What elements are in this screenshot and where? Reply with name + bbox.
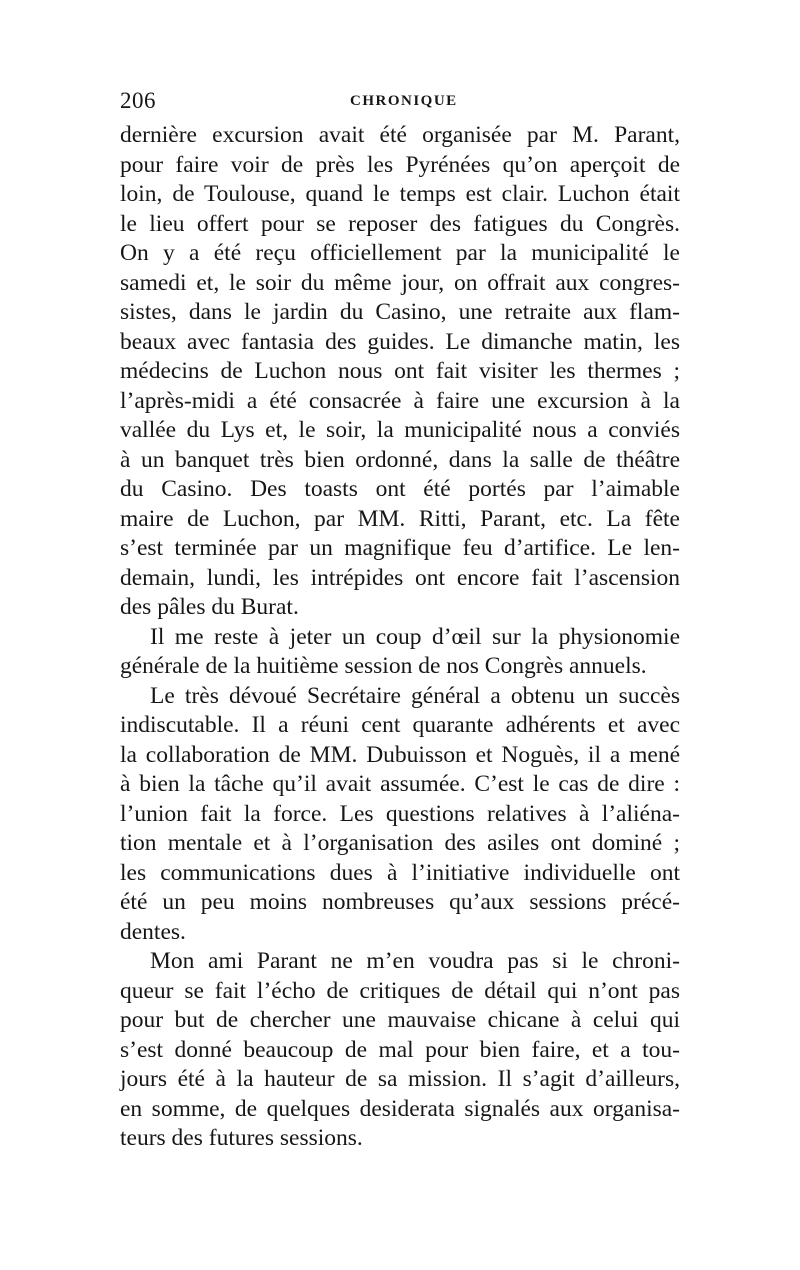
text-line: générale de la huitième session de nos Congrès annuels.: [120, 653, 647, 679]
text-line: des pâles du Burat.: [120, 594, 299, 620]
text-line: s’est terminée par un magnifique feu d’artifice. Le len-: [120, 535, 680, 561]
text-line: indiscutable. Il a réuni cent quarante adhérents et avec: [120, 712, 680, 738]
text-line: du Casino. Des toasts ont été portés par l’aimable: [120, 476, 680, 502]
text-line: pour but de chercher une mauvaise chicane à celui qui: [120, 1007, 680, 1033]
text-line: été un peu moins nombreuses qu’aux sessions précé-: [120, 889, 680, 915]
text-line: On y a été reçu officiellement par la municipalité le: [120, 240, 680, 266]
text-line: la collaboration de MM. Dubuisson et Noguès, il a mené: [120, 741, 680, 768]
text-line: à un banquet très bien ordonné, dans la salle de théâtre: [120, 446, 680, 473]
running-title: CHRONIQUE: [350, 93, 458, 109]
text-line: en somme, de quelques desiderata signalés aux organisa-: [120, 1095, 680, 1122]
text-line: Mon ami Parant ne m’en voudra pas si le chroni-: [150, 948, 680, 974]
text-line: vallée du Lys et, le soir, la municipalité nous a conviés: [120, 417, 680, 443]
text-line: samedi et, le soir du même jour, on offrait aux congres-: [120, 269, 680, 296]
text-line: tion mentale et à l’organisation des asiles ont dominé ;: [120, 830, 680, 856]
page-number: 206: [120, 88, 156, 113]
text-line: maire de Luchon, par MM. Ritti, Parant, etc. La fête: [120, 505, 680, 532]
text-line: Le très dévoué Secrétaire général a obtenu un succès: [150, 682, 680, 709]
text-line: beaux avec fantasia des guides. Le dimanche matin, les: [120, 328, 680, 355]
text-line: à bien la tâche qu’il avait assumée. C’est le cas de dire :: [120, 771, 680, 797]
text-line: l’union fait la force. Les questions relatives à l’aliéna-: [120, 800, 680, 827]
text-line: sistes, dans le jardin du Casino, une retraite aux flam-: [120, 299, 680, 325]
running-head: [120, 88, 680, 118]
text-line: l’après-midi a été consacrée à faire une excursion à la: [120, 387, 680, 414]
text-line: les communications dues à l’initiative individuelle ont: [120, 859, 680, 886]
text-line: queur se fait l’écho de critiques de détail qui n’ont pas: [120, 977, 680, 1004]
text-line: demain, lundi, les intrépides ont encore fait l’ascension: [120, 564, 680, 591]
text-line: le lieu offert pour se reposer des fatigues du Congrès.: [120, 210, 680, 237]
text-line: médecins de Luchon nous ont fait visiter les thermes ;: [120, 358, 680, 384]
text-line: dentes.: [120, 918, 186, 945]
text-line: loin, de Toulouse, quand le temps est clair. Luchon était: [120, 181, 680, 207]
body-text: [120, 121, 680, 1154]
text-line: s’est donné beaucoup de mal pour bien faire, et a tou-: [120, 1036, 680, 1063]
text-line: pour faire voir de près les Pyrénées qu’on aperçoit de: [120, 151, 680, 178]
text-line: dernière excursion avait été organisée par M. Parant,: [120, 122, 680, 148]
text-line: jours été à la hauteur de sa mission. Il s’agit d’ailleurs,: [120, 1066, 680, 1092]
text-line: Il me reste à jeter un coup d’œil sur la physionomie: [150, 623, 680, 650]
text-line: teurs des futures sessions.: [120, 1125, 363, 1151]
